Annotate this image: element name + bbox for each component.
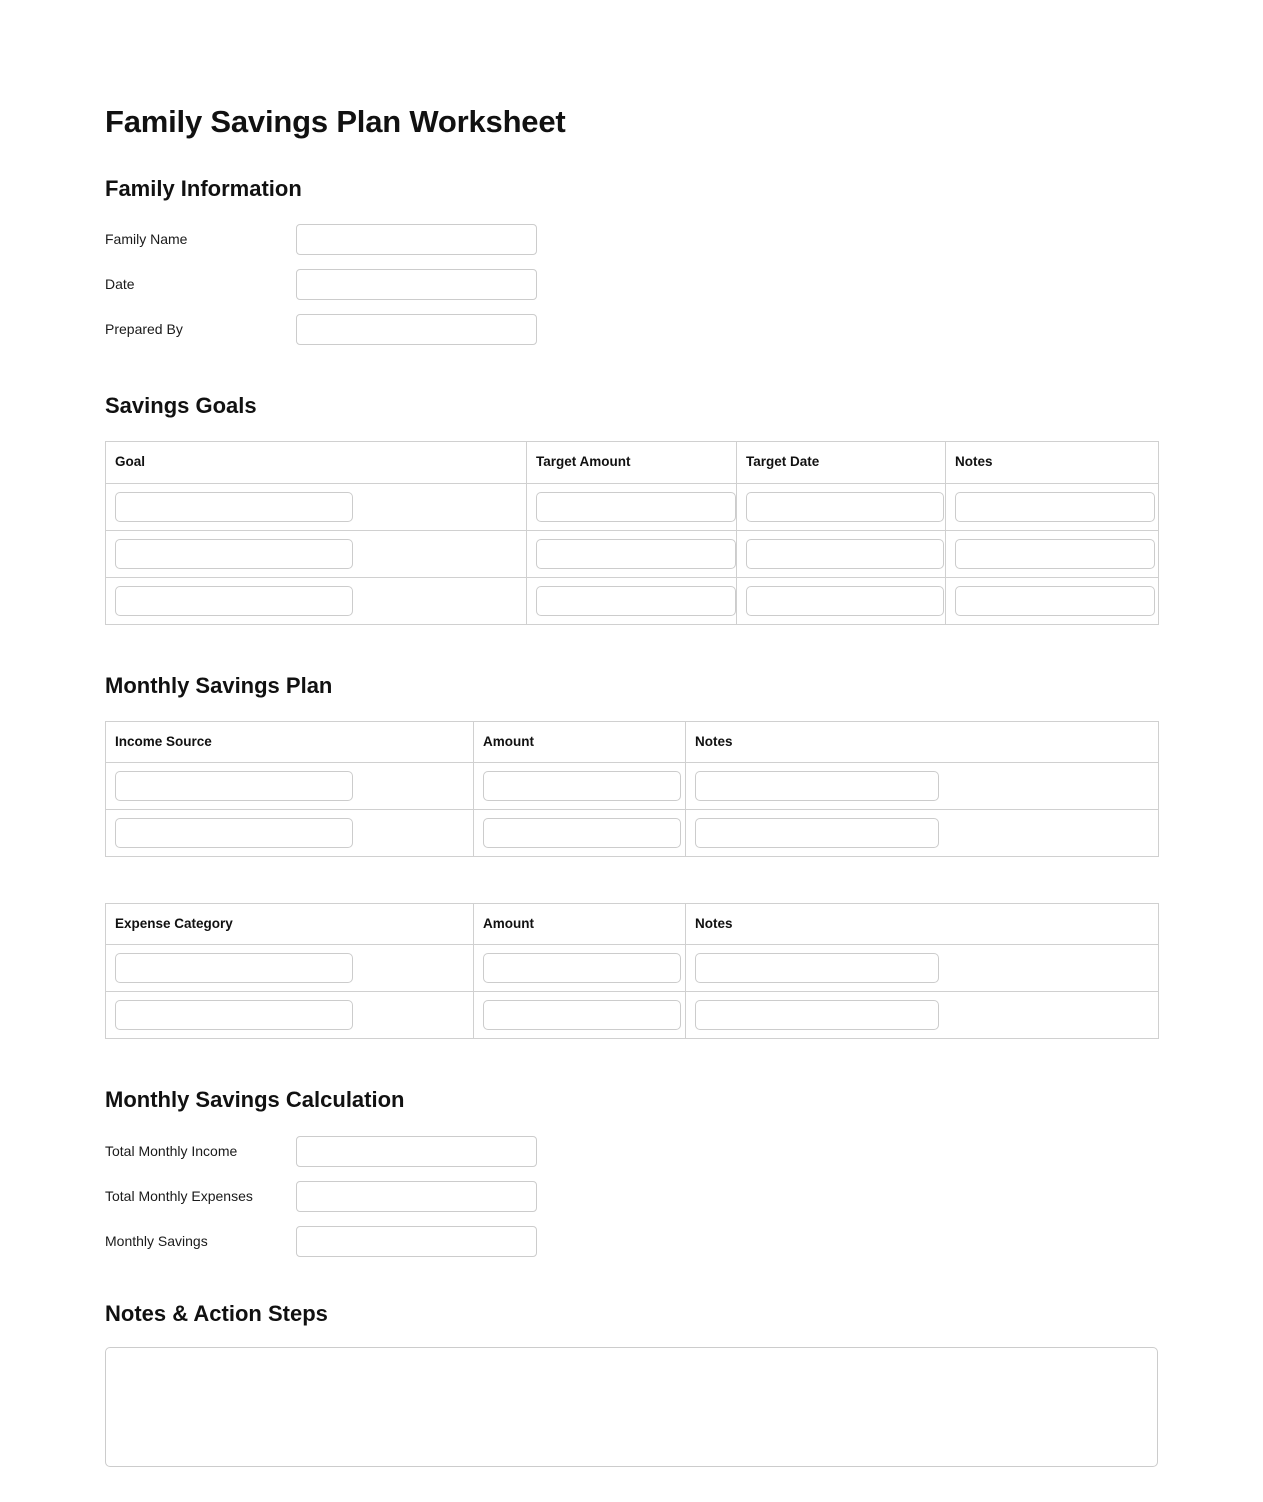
input-income-notes-2[interactable] — [695, 818, 939, 848]
column-header-income-source: Income Source — [106, 722, 474, 763]
label-monthly-savings: Monthly Savings — [105, 1233, 208, 1250]
input-expense-amount-2[interactable] — [483, 1000, 681, 1030]
input-goal-notes-3[interactable] — [955, 586, 1155, 616]
input-expense-notes-1[interactable] — [695, 953, 939, 983]
column-header-income-amount: Amount — [474, 722, 686, 763]
label-total-monthly-income: Total Monthly Income — [105, 1143, 238, 1160]
input-expense-notes-2[interactable] — [695, 1000, 939, 1030]
section-heading-monthly-savings-plan: Monthly Savings Plan — [105, 672, 333, 698]
field-row-family-name — [105, 224, 1158, 255]
input-income-amount-2[interactable] — [483, 818, 681, 848]
input-target-amount-3[interactable] — [536, 586, 736, 616]
input-target-date-2[interactable] — [746, 539, 944, 569]
input-income-source-2[interactable] — [115, 818, 353, 848]
field-row-monthly-savings — [105, 1226, 1158, 1257]
label-date: Date — [105, 276, 135, 293]
input-goal-1[interactable] — [115, 492, 353, 522]
table-row — [106, 763, 1159, 810]
table-header-row — [106, 442, 1159, 483]
column-header-expense-amount: Amount — [474, 904, 686, 945]
label-total-monthly-expenses: Total Monthly Expenses — [105, 1188, 253, 1205]
table-row — [106, 530, 1159, 577]
table-row — [106, 992, 1159, 1039]
table-header-row — [106, 722, 1159, 763]
label-family-name: Family Name — [105, 231, 188, 248]
input-target-date-1[interactable] — [746, 492, 944, 522]
section-heading-notes-action-steps: Notes & Action Steps — [105, 1300, 328, 1326]
field-row-prepared-by — [105, 314, 1158, 345]
page-title: Family Savings Plan Worksheet — [105, 104, 566, 139]
input-goal-notes-1[interactable] — [955, 492, 1155, 522]
table-spacer — [105, 857, 1158, 903]
input-expense-category-1[interactable] — [115, 953, 353, 983]
notes-action-steps-textarea[interactable] — [105, 1347, 1158, 1467]
input-expense-amount-1[interactable] — [483, 953, 681, 983]
column-header-expense-category: Expense Category — [106, 904, 474, 945]
expense-categories-table — [105, 903, 1159, 1039]
column-header-notes: Notes — [946, 442, 1159, 483]
column-header-target-amount: Target Amount — [527, 442, 737, 483]
section-heading-savings-goals: Savings Goals — [105, 393, 257, 419]
field-row-total-monthly-expenses — [105, 1181, 1158, 1212]
input-total-monthly-income[interactable] — [296, 1136, 537, 1167]
input-target-amount-1[interactable] — [536, 492, 736, 522]
input-goal-notes-2[interactable] — [955, 539, 1155, 569]
section-heading-family-information: Family Information — [105, 175, 302, 201]
input-expense-category-2[interactable] — [115, 1000, 353, 1030]
table-row — [106, 945, 1159, 992]
family-information-fields — [105, 224, 1158, 345]
input-target-amount-2[interactable] — [536, 539, 736, 569]
input-prepared-by[interactable] — [296, 314, 537, 345]
field-row-total-monthly-income — [105, 1136, 1158, 1167]
input-goal-2[interactable] — [115, 539, 353, 569]
input-income-amount-1[interactable] — [483, 771, 681, 801]
input-date[interactable] — [296, 269, 537, 300]
column-header-target-date: Target Date — [737, 442, 946, 483]
section-heading-monthly-savings-calculation: Monthly Savings Calculation — [105, 1087, 405, 1113]
column-header-expense-notes: Notes — [686, 904, 1159, 945]
column-header-income-notes: Notes — [686, 722, 1159, 763]
table-row — [106, 810, 1159, 857]
table-row — [106, 483, 1159, 530]
table-row — [106, 577, 1159, 624]
income-sources-table — [105, 721, 1159, 857]
savings-goals-table — [105, 441, 1159, 624]
input-income-source-1[interactable] — [115, 771, 353, 801]
input-family-name[interactable] — [296, 224, 537, 255]
input-income-notes-1[interactable] — [695, 771, 939, 801]
monthly-savings-calculation-fields — [105, 1136, 1158, 1257]
input-total-monthly-expenses[interactable] — [296, 1181, 537, 1212]
label-prepared-by: Prepared By — [105, 321, 183, 338]
table-header-row — [106, 904, 1159, 945]
input-goal-3[interactable] — [115, 586, 353, 616]
column-header-goal: Goal — [106, 442, 527, 483]
input-monthly-savings[interactable] — [296, 1226, 537, 1257]
input-target-date-3[interactable] — [746, 586, 944, 616]
field-row-date — [105, 269, 1158, 300]
